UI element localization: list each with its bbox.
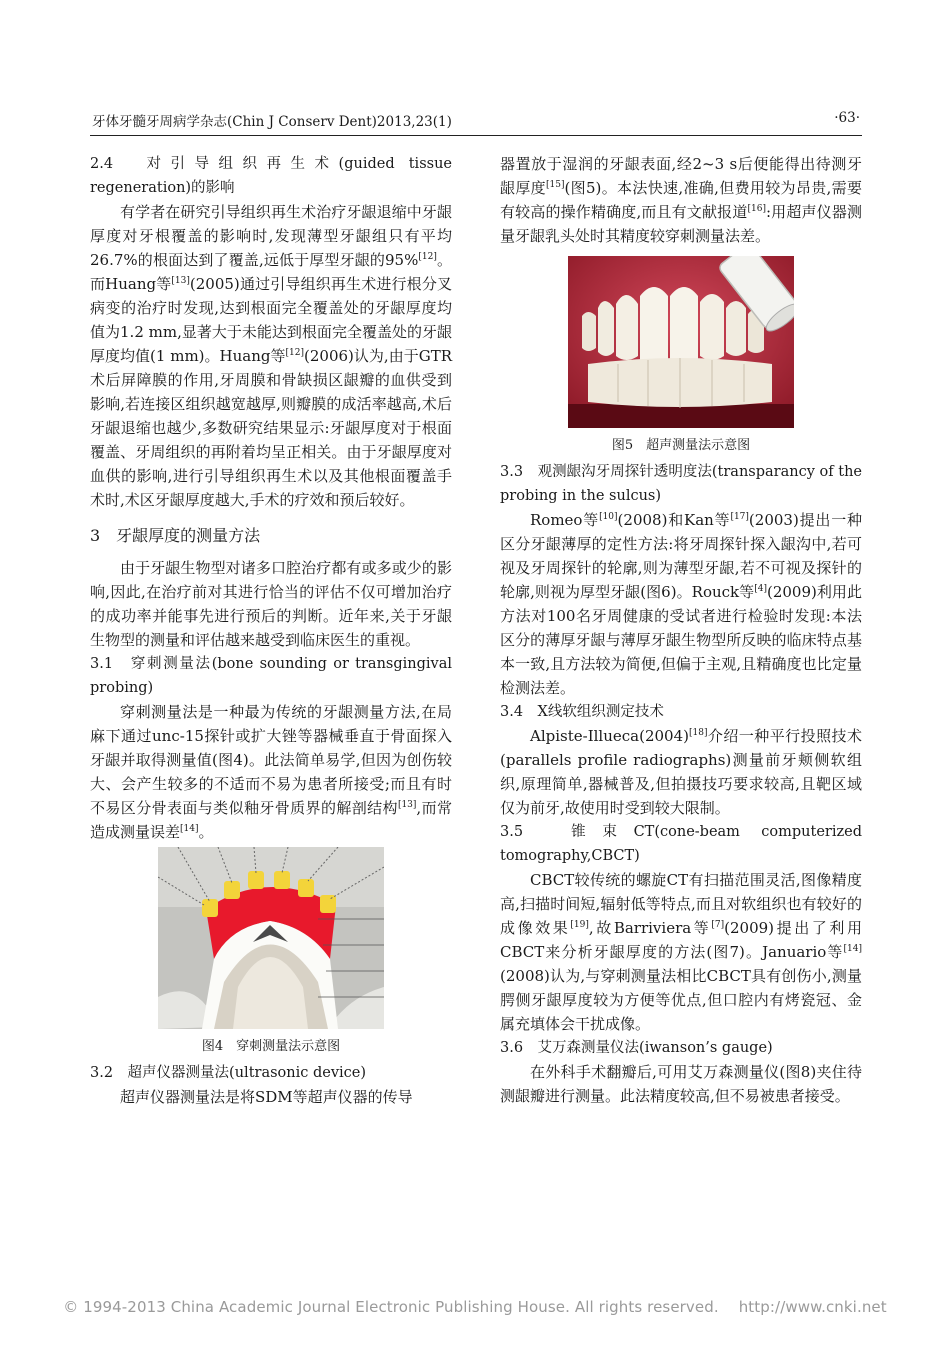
section-3-5-paragraph: CBCT较传统的螺旋CT有扫描范围灵活,图像精度高,扫描时间短,辐射低等特点,而且对软组织也有较好的成像效果[19],故Barriviera等[7](2009)提出了利用CBCT来分析牙龈厚度的方法(图7)。Januario等[14](2008)认为,与穿刺测量法相比CBCT具有创伤小,测量腭侧牙龈厚度较为方便等优点,但口腔内有烤瓷冠、金属充填体会干扰成像。 (500, 871, 862, 1033)
section-3-3-paragraph: Romeo等[10](2008)和Kan等[17](2003)提出一种区分牙龈薄厚的定性方法:将牙周探针探入龈沟中,若可视及牙周探针的轮廓,则为薄型牙龈,若不可视及探针的轮廓,则视为厚型牙龈(图6)。Rouck等[4](2009)利用此方法对100名牙周健康的受试者进行检验时发现:本法区分的薄厚牙龈与薄厚牙龈生物型所反映的临床特点基本一致,且方法较为简便,但偏于主观,且精确度也比定量检测法差。 (500, 511, 862, 697)
citation: [10] (599, 512, 618, 522)
section-3-2-heading: 3.2 超声仪器测量法(ultrasonic device) (90, 1065, 367, 1081)
copyright-footer: © 1994-2013 China Academic Journal Electronic Publishing House. All rights reserved. http://www.cnki.net (63, 1298, 887, 1316)
section-3-2-paragraph-start: 超声仪器测量法是将SDM等超声仪器的传导 (120, 1088, 413, 1106)
figure-4-caption: 图4 穿刺测量法示意图 (201, 1039, 341, 1054)
section-3-1-heading: 3.1 穿刺测量法(bone sounding or transgingival probing) (90, 656, 452, 696)
section-3-6-heading: 3.6 艾万森测量仪法(iwanson’s gauge) (500, 1040, 773, 1056)
section-2-4-heading: 2.4 对引导组织再生术(guided tissue regeneration)的影响 (90, 156, 452, 196)
figure-4-probing-illustration (158, 847, 384, 1029)
figure-5-ultrasonic-photo (568, 256, 794, 428)
citation: [12] (285, 348, 304, 358)
header-rule (90, 135, 862, 136)
journal-title: 牙体牙髓牙周病学杂志(Chin J Conserv Dent)2013,23(1) (92, 114, 452, 130)
running-header (92, 106, 860, 132)
citation: [14] (843, 944, 862, 954)
citation: [14] (180, 824, 199, 834)
figure-5-caption: 图5 超声测量法示意图 (611, 438, 751, 453)
left-column (90, 152, 452, 1109)
section-3-1-paragraph: 穿刺测量法是一种最为传统的牙龈测量方法,在局麻下通过unc-15探针或扩大锉等器械垂直于骨面探入牙龈并取得测量值(图4)。此法简单易学,但因为创伤较大、会产生较多的不适而不易为患者所接受;而且有时不易区分骨表面与类似釉牙骨质界的解剖结构[13],而常造成测量误差[14]。 (90, 703, 452, 841)
citation: [7] (711, 920, 725, 930)
section-3-4-paragraph: Alpiste-Illueca(2004)[18]介绍一种平行投照技术(parallels profile radiographs)测量前牙颊侧软组织,原理简单,器械普及,但拍摄技巧要求较高,且靶区域仅为前牙,故使用时受到较大限制。 (500, 727, 862, 817)
section-3-5-heading: 3.5 锥束CT(cone-beam computerized tomography,CBCT) (500, 824, 862, 864)
citation: [13] (397, 800, 417, 810)
citation: [17] (730, 512, 749, 522)
citation: [15] (546, 180, 565, 190)
right-column (500, 152, 862, 1108)
section-3-6-paragraph: 在外科手术翻瓣后,可用艾万森测量仪(图8)夹住待测龈瓣进行测量。此法精度较高,但不易被患者接受。 (500, 1063, 862, 1105)
citation: [16] (747, 204, 766, 214)
citation: [12] (418, 252, 437, 262)
section-3-4-heading: 3.4 X线软组织测定技术 (500, 704, 664, 720)
section-3-2-paragraph-cont: 器置放于湿润的牙龈表面,经2~3 s后便能得出待测牙龈厚度[15](图5)。本法快速,准确,但费用较为昂贵,需要有较高的操作精确度,而且有文献报道[16]:用超声仪器测量牙龈乳头处时其精度较穿刺测量法差。 (500, 155, 862, 245)
section-3-3-heading: 3.3 观测龈沟牙周探针透明度法(transparancy of the probing in the sulcus) (500, 464, 862, 504)
section-3-heading: 3 牙龈厚度的测量方法 (90, 526, 261, 545)
section-3-paragraph: 由于牙龈生物型对诸多口腔治疗都有或多或少的影响,因此,在治疗前对其进行恰当的评估不仅可增加治疗的成功率并能事先进行预后的判断。近年来,关于牙龈生物型的测量和评估越来越受到临床医生的重视。 (90, 559, 452, 649)
section-2-4-paragraph: 有学者在研究引导组织再生术治疗牙龈退缩中牙龈厚度对牙根覆盖的影响时,发现薄型牙龈组只有平均26.7%的根面达到了覆盖,远低于厚型牙龈的95%[12]。而Huang等[13](2005)通过引导组织再生术进行根分叉病变的治疗时发现,达到根面完全覆盖处的牙龈厚度均值为1.2 mm,显著大于未能达到根面完全覆盖处的牙龈厚度均值(1 mm)。Huang等[12](2006)认为,由于GTR术后屏障膜的作用,牙周膜和骨缺损区龈瓣的血供受到影响,若连接区组织越宽越厚,则瓣膜的成活率越高,术后牙龈退缩也越少,多数研究结果显示:牙龈厚度对于根面覆盖、牙周组织的再附着均呈正相关。由于牙龈厚度对血供的影响,进行引导组织再生术以及其他根面覆盖手术时,术区牙龈厚度越大,手术的疗效和预后较好。 (90, 203, 452, 509)
citation: [13] (171, 276, 190, 286)
citation: [18] (688, 728, 708, 738)
page-number: ·63· (834, 110, 860, 126)
citation: [4] (754, 584, 767, 594)
citation: [19] (570, 920, 589, 930)
